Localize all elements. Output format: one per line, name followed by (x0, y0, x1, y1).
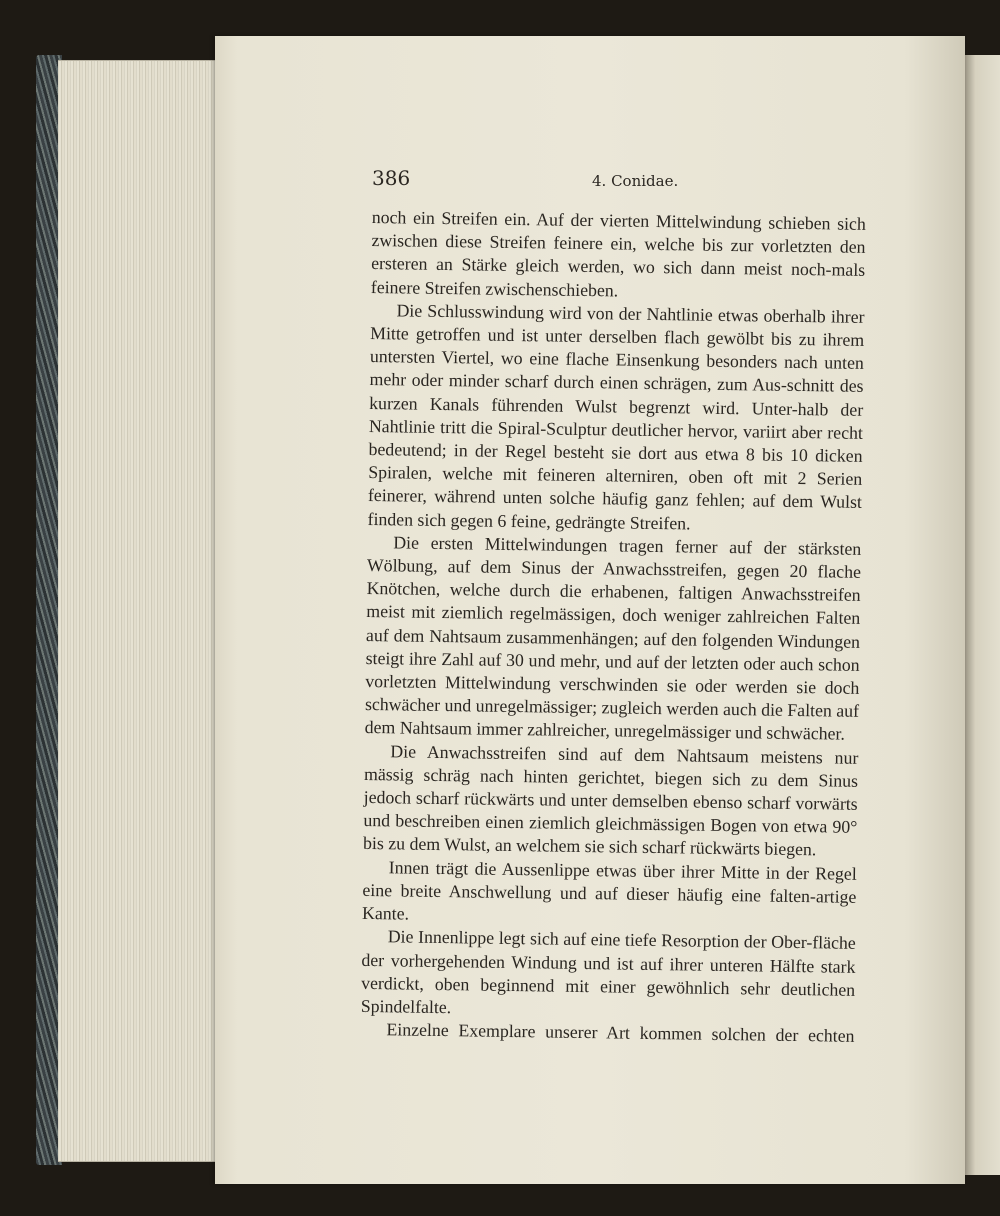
page-number: 386 (372, 166, 411, 190)
paragraph: noch ein Streifen ein. Auf der vierten Mittelwindung schieben sich zwischen diese Streifen feinere ein, welche bis zur vorletzten den ersteren an Stärke gleich werden, wo sich dann meist noch-mals feinere Streifen zwischenschieben. (370, 206, 866, 301)
facing-page-edge (962, 55, 1000, 1175)
paragraph: Die Schlusswindung wird von der Nahtlinie etwas oberhalb ihrer Mitte getroffen und ist unter derselben flach gewölbt bis zu ihrem untersten Viertel, wo eine flache Einsenkung besonders nach unten mehr oder minder scharf durch einen schrägen, zum Aus-schnitt des kurzen Kanals führenden Wulst begrenzt wird. Unter-halb der Nahtlinie tritt die Spiral-Sculptur deutlicher hervor, variirt aber recht bedeutend; in der Regel besteht sie dort aus etwa 8 bis 10 dicken Spiralen, welche mit feineren alterniren, oben oft mit 2 Serien feinerer, während unten solche häufig ganz fehlen; auf dem Wulst finden sich gegen 6 feine, gedrängte Streifen. (367, 300, 865, 534)
running-title: 4. Conidae. (592, 172, 679, 190)
paragraph: Die Anwachsstreifen sind auf dem Nahtsaum meistens nur mässig schräg nach hinten gerichtet, biegen sich zu dem Sinus jedoch scharf rückwärts und unter demselben ebenso scharf vorwärts und beschreiben einen ziemlich gleichmässigen Bogen von etwa 90° bis zu dem Wulst, an welchem sie sich scharf rückwärts biegen. (362, 740, 859, 860)
body-text (360, 206, 866, 1048)
paragraph: Die ersten Mittelwindungen tragen ferner auf der stärksten Wölbung, auf dem Sinus der Anwachsstreifen, gegen 20 flache Knötchen, welche durch die erhabenen, faltigen Anwachsstreifen meist mit ziemlich regelmässigen, doch weniger zahlreichen Falten auf dem Nahtsaum zusammenhängen; auf den folgenden Windungen steigt ihre Zahl auf 30 und mehr, und auf der letzten oder auch schon vorletzten Mittelwindung verschwinden sie oder werden sie doch schwächer und unregelmässiger; zugleich werden auch die Falten auf dem Nahtsaum immer zahlreicher, unregelmässiger und schwächer. (364, 532, 862, 745)
paragraph: Einzelne Exemplare unserer Art kommen solchen der echten (386, 1019, 855, 1046)
paragraph: Innen trägt die Aussenlippe etwas über ihrer Mitte in der Regel eine breite Anschwellung und auf dieser häufig eine falten-artige Kante. (361, 856, 857, 924)
page-header (372, 166, 872, 196)
stacked-page-edges (58, 60, 233, 1162)
paragraph: Die Innenlippe legt sich auf eine tiefe Resorption der Ober-fläche der vorhergehenden Windung und ist auf ihrer unteren Hälfte stark verdickt, oben beginnend mit einer gewöhnlich sehr deutlichen Spindelfalte. (360, 926, 856, 1018)
